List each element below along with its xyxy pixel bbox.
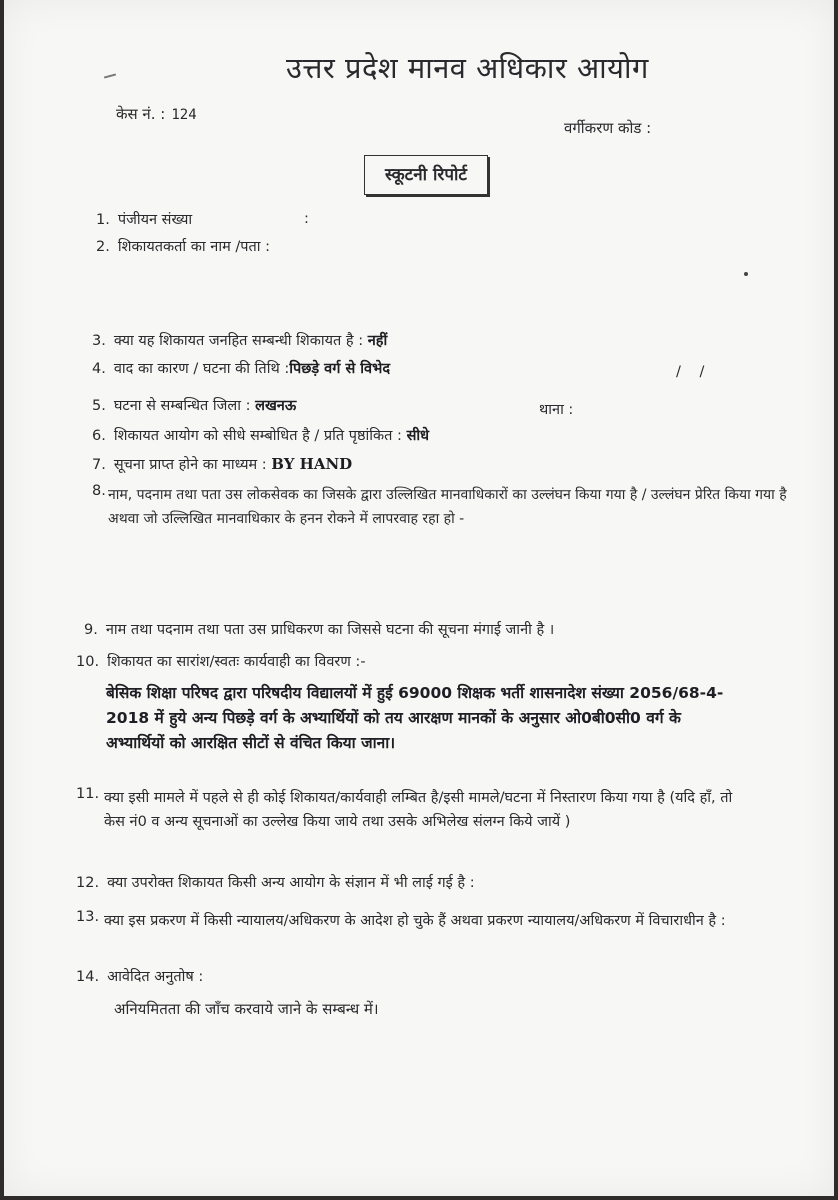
item-2 (96, 236, 270, 256)
item-number: 14. (76, 969, 100, 985)
item-value: सीधे (406, 428, 430, 444)
item-7 (92, 454, 352, 474)
item-number: 3. (92, 333, 106, 349)
item-5 (92, 395, 296, 415)
item-number: 1. (96, 212, 110, 228)
report-title-box: स्कूटनी रिपोर्ट (364, 155, 488, 195)
item-label: शिकायत का सारांश/स्वतः कार्यवाही का विवरण :- (107, 654, 366, 670)
item-number: 11. (76, 786, 100, 802)
case-number-line (116, 104, 197, 124)
item-3 (92, 330, 387, 350)
police-station-label: थाना : (539, 402, 574, 418)
item-label: क्या यह शिकायत जनहित सम्बन्धी शिकायत है : (113, 333, 364, 349)
item-10 (76, 651, 366, 671)
item-value: BY HAND (271, 455, 353, 473)
item-11 (76, 786, 776, 834)
item-number: 2. (96, 239, 110, 255)
item-number: 12. (76, 875, 100, 891)
item-label: नाम, पदनाम तथा पता उस लोकसेवक का जिसके द्वारा उल्लिखित मानवाधिकारों का उल्लंघन किया गया है / उल्लंघन प्रेरित किया गया है अथवा जो उल्लिखित मानवाधिकार के हनन रोकने में लापरवाह रहा हो - (108, 487, 787, 527)
item-1-colon: : (304, 211, 309, 227)
item-13 (76, 909, 756, 933)
item-label: आवेदित अनुतोष : (107, 969, 204, 985)
classification-code-label: वर्गीकरण कोड : (564, 119, 652, 137)
item-label: पंजीयन संख्या (117, 212, 193, 228)
item-label: क्या उपरोक्त शिकायत किसी अन्य आयोग के संज्ञान में भी लाई गई है : (107, 875, 475, 891)
case-number-label: केस नं. : (116, 105, 166, 123)
item-label: शिकायत आयोग को सीधे सम्बोधित है / प्रति पृष्ठांकित : (113, 428, 402, 444)
item-number: 8. (92, 483, 106, 499)
relief-sought: अनियमितता की जाँच करवाये जाने के सम्बन्ध में। (114, 1000, 379, 1018)
item-6 (92, 425, 429, 445)
item-label: क्या इसी मामले में पहले से ही कोई शिकायत/कार्यवाही लम्बित है/इसी मामले/घटना में निस्तारण किया गया है (यदि हाँ, तो केस नं0 व अन्य सूचनाओं का उल्लेख किया जाये तथा उसके अभिलेख संलग्न किये जायें ) (104, 790, 733, 830)
item-label: शिकायतकर्ता का नाम /पता : (117, 239, 271, 255)
item-label: नाम तथा पदनाम तथा पता उस प्राधिकरण का जिससे घटना की सूचना मंगाई जानी है । (105, 622, 555, 638)
item-number: 10. (76, 654, 100, 670)
ink-dot (744, 272, 748, 276)
item-9 (84, 619, 554, 639)
document-page (4, 0, 834, 1196)
item-label: घटना से सम्बन्धित जिला : (113, 398, 251, 414)
item-label: वाद का कारण / घटना की तिथि : (113, 361, 290, 377)
item-label: सूचना प्राप्त होने का माध्यम : (113, 457, 267, 473)
complaint-summary: बेसिक शिक्षा परिषद द्वारा परिषदीय विद्यालयों में हुई 69000 शिक्षक भर्ती शासनादेश संख्या 2056/68-4-2018 में हुये अन्य पिछड़े वर्ग के अभ्यार्थियों को तय आरक्षण मानकों के अनुसार ओ0बी0सी0 वर्ग के अभ्यार्थियों को आरक्षित सीटों से वंचित किया जाना। (106, 684, 724, 752)
pen-mark (104, 73, 116, 78)
incident-date-blank: / / (676, 364, 705, 380)
item-value: पिछड़े वर्ग से विभेद (289, 361, 391, 377)
document-title: उत्तर प्रदेश मानव अधिकार आयोग (286, 51, 649, 85)
item-number: 9. (84, 622, 98, 638)
case-number-value: 124 (171, 107, 197, 123)
item-number: 7. (92, 457, 106, 473)
item-value: नहीं (367, 333, 388, 349)
item-14 (76, 966, 203, 986)
item-number: 4. (92, 361, 106, 377)
item-number: 13. (76, 909, 100, 925)
item-number: 6. (92, 428, 106, 444)
item-8 (92, 483, 812, 531)
item-12 (76, 872, 475, 892)
item-1 (96, 209, 192, 229)
item-4 (92, 358, 390, 378)
item-label: क्या इस प्रकरण में किसी न्यायालय/अधिकरण के आदेश हो चुके हैं अथवा प्रकरण न्यायालय/अधिकरण में विचाराधीन है : (104, 913, 726, 929)
item-number: 5. (92, 398, 106, 414)
item-value: लखनऊ (255, 398, 297, 414)
